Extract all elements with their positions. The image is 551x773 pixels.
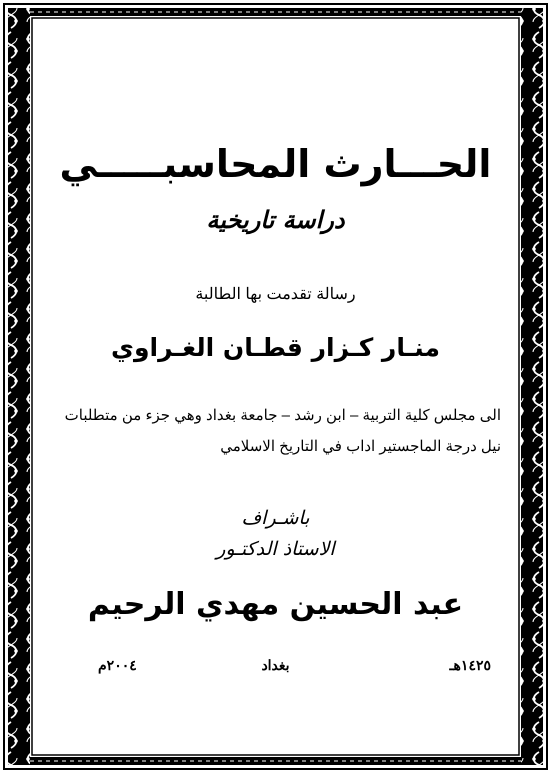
thesis-title: الحـــارث المحاسبـــــي (59, 142, 492, 186)
title-page (40, 20, 511, 750)
student-name: منـار كـزار قطـان الغـراوي (111, 333, 440, 362)
footer-row (40, 657, 511, 681)
city-name: بغداد (261, 657, 290, 673)
submission-description: الى مجلس كلية التربية – ابن رشد – جامعة بغداد وهي جزء من متطلبات نيل درجة الماجستير اداب في التاريخ الاسلامي (64, 407, 501, 455)
thesis-subtitle: دراسة تاريخية (206, 205, 345, 234)
submission-intro: رسالة تقدمت بها الطالبة (195, 286, 356, 303)
gregorian-year: ٢٠٠٤م (98, 657, 137, 673)
professor-title: الاستاذ الدكتـور (216, 538, 335, 560)
hijri-year: ١٤٢٥هـ (449, 657, 491, 673)
supervision-label: باشـراف (241, 507, 310, 529)
supervisor-name: عبد الحسين مهدي الرحيم (87, 587, 464, 622)
